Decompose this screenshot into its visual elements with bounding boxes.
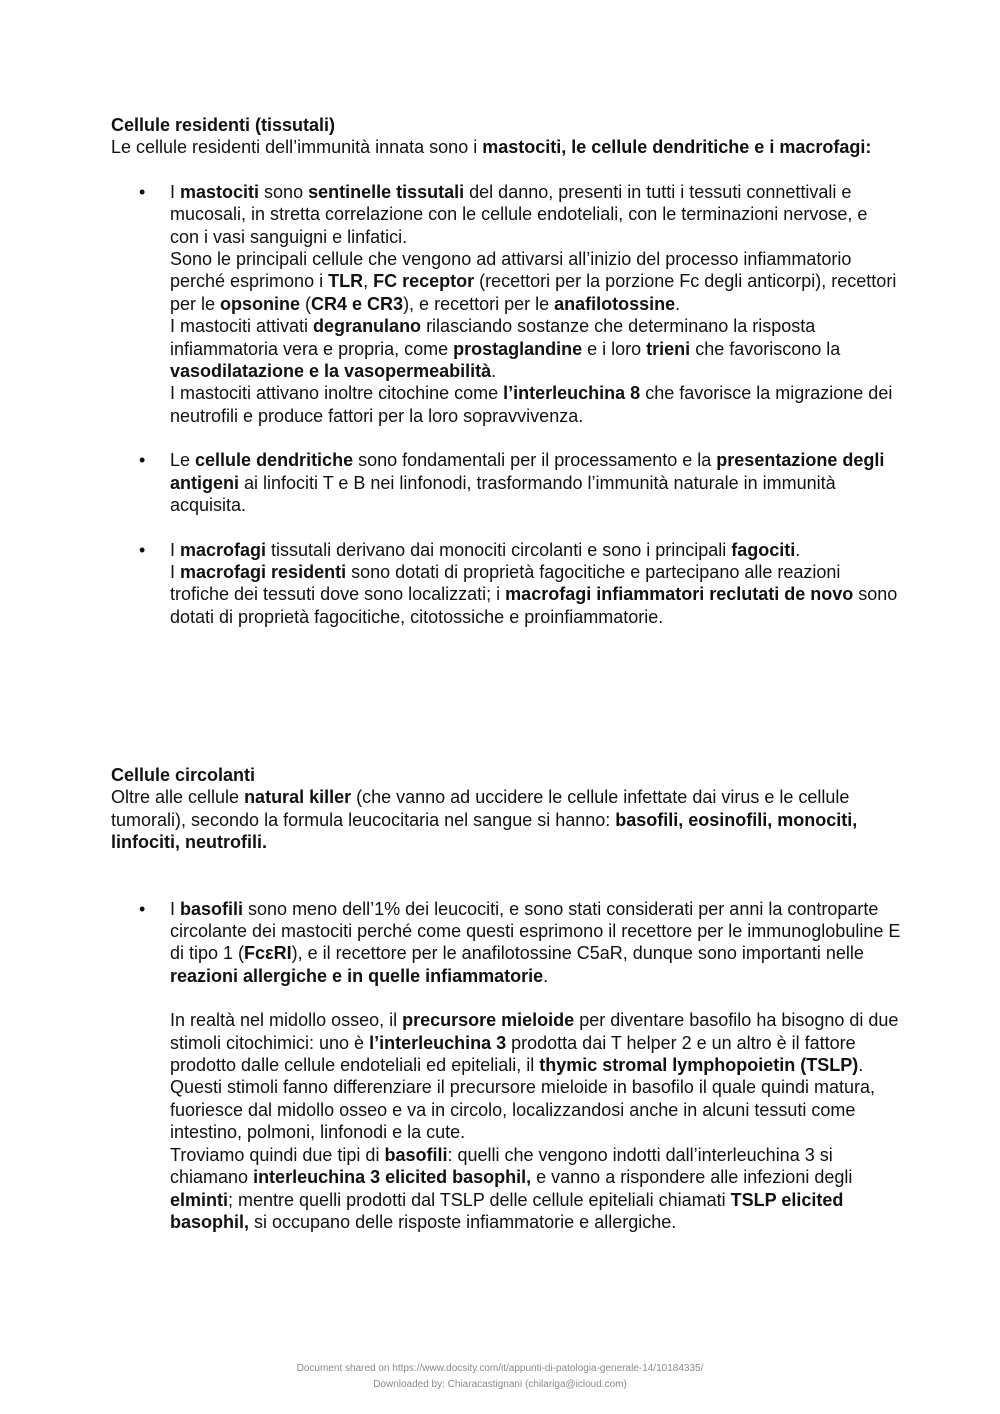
bold-term: fagociti xyxy=(731,539,796,560)
text-run: ai linfociti T e B nei linfonodi, trasformando l’immunità naturale in immunità acquisita. xyxy=(170,472,836,516)
bold-term: precursore mieloide xyxy=(402,1010,575,1031)
bullet-item xyxy=(111,898,901,1234)
section-intro xyxy=(111,136,901,158)
text-run: si occupano delle risposte infiammatorie e allergiche. xyxy=(249,1211,677,1232)
text-run: (recettori per la porzione Fc degli anticorpi), recettori per le xyxy=(170,271,897,314)
section-heading: Cellule residenti (tissutali) xyxy=(111,115,336,135)
text-run: prodotta dai T helper 2 e un altro è il fattore prodotto dalle cellule endoteliali ed epiteliali, il xyxy=(170,1032,856,1076)
paragraph xyxy=(170,898,901,988)
bold-term: TLR xyxy=(328,271,364,292)
text-run: (che vanno ad uccidere le cellule infettate dai virus e le cellule tumorali), secondo la formula leucocitaria nel sangue si hanno: xyxy=(111,787,850,830)
paragraph xyxy=(170,1144,901,1234)
bold-term: thymic stromal lymphopoietin (TSLP) xyxy=(539,1055,859,1076)
bold-term: TSLP elicited basophil, xyxy=(170,1189,844,1232)
bold-term: macrofagi xyxy=(180,539,267,560)
bold-term: basofili xyxy=(384,1144,448,1165)
text-run: Le xyxy=(170,450,196,471)
text-run: sono dotati di proprietà fagocitiche, citotossiche e proinfiammatorie. xyxy=(170,584,898,627)
footer xyxy=(0,1361,1000,1393)
text-run: . xyxy=(795,539,801,560)
text-run: . xyxy=(491,361,497,382)
bold-term: elminti xyxy=(170,1189,229,1210)
bold-term: degranulano xyxy=(313,316,422,337)
paragraph xyxy=(170,315,901,382)
footer-shared-line: Document shared on https://www.docsity.com/it/appunti-di-patologia-generale-14/10184335/ xyxy=(296,1363,704,1374)
section-circulating-cells xyxy=(111,764,901,1233)
text-run: del danno, presenti in tutti i tessuti connettivali e mucosali, in stretta correlazione con le cellule endoteliali, con le terminazioni nervose, e con i vasi sanguigni e linfatici. xyxy=(170,181,868,247)
text-run: ), e recettori per le xyxy=(403,293,555,314)
bold-term: interleuchina 3 elicited basophil, xyxy=(253,1167,532,1188)
bold-term: l’interleuchina 8 xyxy=(503,383,641,404)
paragraph xyxy=(170,561,901,628)
text-run: I xyxy=(170,561,181,582)
bullet-item xyxy=(111,449,901,516)
text-run: : quelli che vengono indotti dall’interleuchina 3 si chiamano xyxy=(170,1144,833,1188)
bold-term: basofili, eosinofili, monociti, linfociti, neutrofili. xyxy=(111,809,858,853)
bold-term: macrofagi infiammatori reclutati de novo xyxy=(505,584,854,605)
text-run: , xyxy=(363,271,374,292)
text-run: Sono le principali cellule che vengono ad attivarsi all’inizio del processo infiammatorio perché esprimono i xyxy=(170,249,852,292)
text-run: e i loro xyxy=(582,338,647,359)
text-run: rilasciando sostanze che determinano la risposta infiammatoria vera e propria, come xyxy=(170,316,816,359)
text-run: sono dotati di proprietà fagocitiche e partecipano alle reazioni trofiche dei tessuti dove sono localizzati; i xyxy=(170,561,841,605)
bold-term: cellule dendritiche xyxy=(195,450,354,471)
text-run: . xyxy=(858,1055,864,1076)
bullet-list xyxy=(111,898,901,1234)
text-run: I mastociti attivati xyxy=(170,316,314,337)
paragraph xyxy=(170,539,901,561)
paragraph xyxy=(170,449,901,516)
bold-term: presentazione degli antigeni xyxy=(170,450,885,493)
bold-term: sentinelle tissutali xyxy=(308,181,465,202)
bold-term: l’interleuchina 3 xyxy=(369,1032,507,1053)
text-run: Troviamo quindi due tipi di xyxy=(170,1144,385,1165)
text-run: sono fondamentali per il processamento e la xyxy=(353,450,717,471)
bold-term: natural killer xyxy=(244,787,352,808)
bullet-item xyxy=(111,181,901,427)
paragraph xyxy=(170,1009,901,1076)
bold-term: FC receptor xyxy=(373,271,475,292)
paragraph xyxy=(170,1076,901,1143)
text-run: Le cellule residenti dell’immunità innata sono i xyxy=(111,137,483,158)
bold-term: vasodilatazione e la vasopermeabilità xyxy=(170,361,492,382)
text-run: per diventare basofilo ha bisogno di due stimoli citochimici: uno è xyxy=(170,1010,899,1053)
text-run: I xyxy=(170,181,181,202)
paragraph xyxy=(170,248,901,315)
bold-term: prostaglandine xyxy=(453,338,583,359)
text-run: sono xyxy=(259,181,309,202)
bullet-list xyxy=(111,181,901,628)
text-run: che favoriscono la xyxy=(690,338,841,359)
bullet-spacer xyxy=(111,517,901,539)
text-run: e vanno a rispondere alle infezioni degli xyxy=(531,1167,853,1188)
bold-term: mastociti xyxy=(180,181,260,202)
text-run: ( xyxy=(300,293,312,314)
text-run: I xyxy=(170,898,181,919)
bold-term: CR4 e CR3 xyxy=(311,293,404,314)
text-run: . xyxy=(675,293,681,314)
text-run: tissutali derivano dai monociti circolanti e sono i principali xyxy=(266,539,732,560)
text-run: ), e il recettore per le anafilotossine C5aR, dunque sono importanti nelle xyxy=(291,943,864,964)
section-intro xyxy=(111,786,901,853)
bold-term: opsonine xyxy=(220,293,301,314)
text-run: sono meno dell’1% dei leucociti, e sono stati considerati per anni la controparte circolante dei mastociti perché come questi esprimono il recettore per le immunoglobuline E di tipo 1 ( xyxy=(170,898,901,964)
bold-term: basofili xyxy=(180,898,244,919)
text-run: ; mentre quelli prodotti dal TSLP delle cellule epiteliali chiamati xyxy=(228,1189,731,1210)
text-run: Oltre alle cellule xyxy=(111,787,245,808)
bold-term: mastociti, le cellule dendritiche e i macrofagi: xyxy=(482,137,872,158)
bullet-spacer xyxy=(111,427,901,449)
bold-term: trieni xyxy=(646,338,691,359)
text-run: I mastociti attivano inoltre citochine come xyxy=(170,383,504,404)
bold-term: reazioni allergiche e in quelle infiammatorie xyxy=(170,965,544,986)
paragraph xyxy=(170,181,901,248)
bold-term: macrofagi residenti xyxy=(180,561,347,582)
footer-downloaded-line: Downloaded by: Chiaracastignani (chilariga@icloud.com) xyxy=(373,1379,627,1390)
section-heading: Cellule circolanti xyxy=(111,765,256,785)
text-run: In realtà nel midollo osseo, il xyxy=(170,1010,403,1031)
text-run: che favorisce la migrazione dei neutrofili e produce fattori per la loro sopravvivenza. xyxy=(170,383,893,426)
text-run: I xyxy=(170,539,181,560)
paragraph xyxy=(170,382,901,427)
bold-term: anafilotossine xyxy=(554,293,676,314)
text-run: Questi stimoli fanno differenziare il precursore mieloide in basofilo il quale quindi matura, fuoriesce dal midollo osseo e va in circolo, localizzandosi anche in alcuni tessuti come intestino, polmoni, linfonodi e la cute. xyxy=(170,1077,876,1143)
bold-term: FcεRI xyxy=(244,943,292,964)
text-run: . xyxy=(543,965,549,986)
section-resident-cells xyxy=(111,114,901,628)
bullet-item xyxy=(111,539,901,629)
paragraph-spacer xyxy=(170,987,901,1009)
